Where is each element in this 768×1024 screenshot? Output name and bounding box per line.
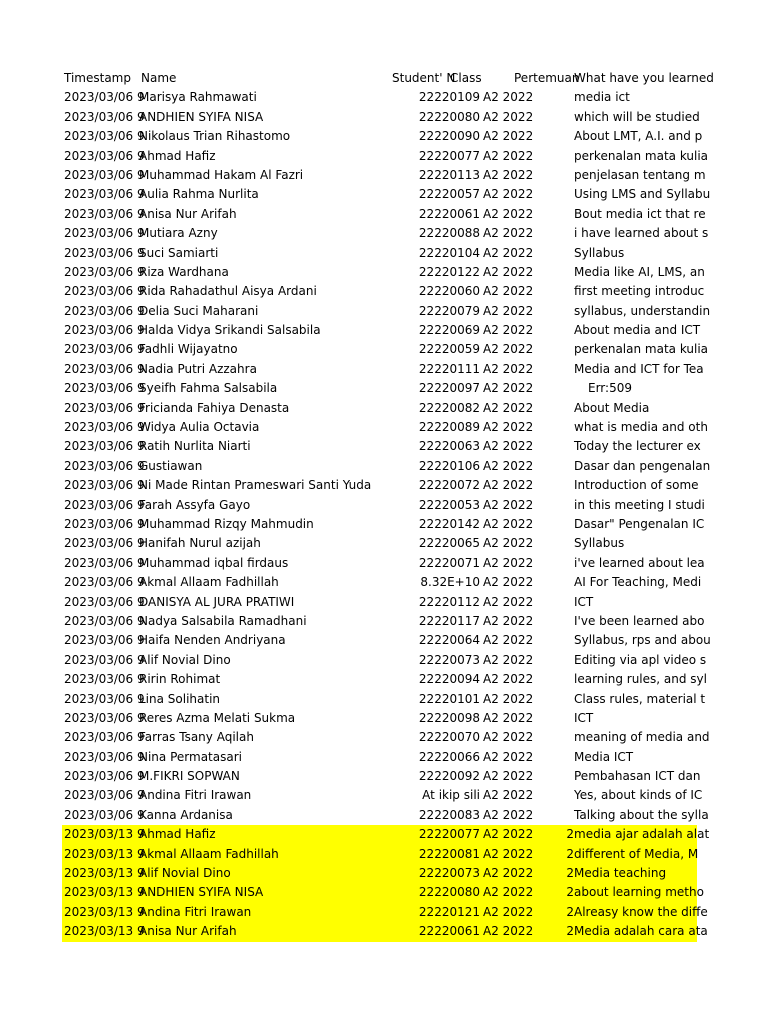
cell-learned[interactable]: Pembahasan ICT dan: [574, 769, 701, 784]
cell-class[interactable]: A2 2022: [483, 245, 534, 260]
cell-timestamp[interactable]: 2023/03/13 9: [64, 866, 145, 881]
cell-learned[interactable]: Alreasy know the diffe: [574, 904, 708, 919]
cell-timestamp[interactable]: 2023/03/06 9: [64, 807, 145, 822]
header-class[interactable]: Class: [450, 71, 482, 85]
cell-timestamp[interactable]: 2023/03/06 9: [64, 284, 145, 299]
cell-name[interactable]: Syeifh Fahma Salsabila: [139, 381, 278, 396]
cell-student-number[interactable]: 22220088: [418, 226, 480, 241]
cell-class[interactable]: A2 2022: [483, 827, 534, 842]
cell-name[interactable]: Anisa Nur Arifah: [139, 924, 237, 939]
cell-learned[interactable]: Talking about the sylla: [574, 807, 709, 822]
cell-name[interactable]: Riza Wardhana: [139, 264, 229, 279]
header-row: [62, 69, 714, 88]
cell-name[interactable]: Nikolaus Trian Rihastomo: [139, 129, 291, 144]
cell-student-number[interactable]: 22220053: [418, 497, 480, 512]
cell-class[interactable]: A2 2022: [483, 284, 534, 299]
cell-student-number[interactable]: 22220142: [418, 516, 480, 531]
cell-timestamp[interactable]: 2023/03/06 9: [64, 458, 145, 473]
cell-timestamp[interactable]: 2023/03/13 9: [64, 846, 145, 861]
cell-timestamp[interactable]: 2023/03/06 9: [64, 420, 145, 435]
cell-name[interactable]: Suci Samiarti: [139, 245, 219, 260]
cell-timestamp[interactable]: 2023/03/06 9: [64, 478, 145, 493]
cell-class[interactable]: A2 2022: [483, 497, 534, 512]
header-timestamp[interactable]: Timestamp: [64, 71, 131, 85]
cell-learned[interactable]: Media like AI, LMS, an: [574, 264, 705, 279]
cell-pertemuan[interactable]: 2: [566, 846, 574, 861]
table-row[interactable]: [62, 302, 711, 321]
cell-class[interactable]: A2 2022: [483, 323, 534, 338]
cell-timestamp[interactable]: 2023/03/06 9: [64, 129, 145, 144]
table-row[interactable]: [62, 321, 701, 340]
cell-name[interactable]: Andina Fitri Irawan: [139, 904, 252, 919]
cell-learned[interactable]: in this meeting I studi: [574, 497, 705, 512]
table-row[interactable]: [62, 224, 709, 243]
cell-learned[interactable]: about learning metho: [574, 885, 704, 900]
cell-learned[interactable]: media ict: [574, 90, 630, 105]
cell-learned[interactable]: Bout media ict that re: [574, 206, 706, 221]
cell-learned[interactable]: Media adalah cara ata: [574, 924, 708, 939]
cell-name[interactable]: Muhammad Rizqy Mahmudin: [139, 516, 314, 531]
cell-learned[interactable]: AI For Teaching, Medi: [574, 575, 702, 590]
cell-class[interactable]: A2 2022: [483, 342, 534, 357]
cell-class[interactable]: A2 2022: [483, 652, 534, 667]
cell-timestamp[interactable]: 2023/03/06 9: [64, 206, 145, 221]
cell-pertemuan[interactable]: 2: [566, 866, 574, 881]
cell-learned[interactable]: Media and ICT for Tea: [574, 361, 704, 376]
cell-class[interactable]: A2 2022: [483, 749, 534, 764]
cell-timestamp[interactable]: 2023/03/06 9: [64, 691, 145, 706]
cell-class[interactable]: A2 2022: [483, 904, 534, 919]
table-row[interactable]: [62, 379, 697, 398]
cell-name[interactable]: Hanifah Nurul azijah: [139, 536, 261, 551]
cell-name[interactable]: Akmal Allaam Fadhillah: [139, 575, 279, 590]
cell-student-number[interactable]: 8.32E+10: [420, 575, 480, 590]
cell-student-number[interactable]: 22220077: [418, 148, 480, 163]
cell-pertemuan[interactable]: 2: [566, 924, 574, 939]
cell-student-number[interactable]: 22220064: [418, 633, 480, 648]
cell-class[interactable]: A2 2022: [483, 478, 534, 493]
cell-name[interactable]: Ahmad Hafiz: [139, 148, 216, 163]
cell-timestamp[interactable]: 2023/03/06 9: [64, 575, 145, 590]
cell-student-number[interactable]: 22220089: [418, 420, 480, 435]
cell-timestamp[interactable]: 2023/03/13 9: [64, 827, 145, 842]
cell-learned[interactable]: Class rules, material t: [574, 691, 706, 706]
table-row[interactable]: [62, 612, 705, 631]
cell-name[interactable]: DANISYA AL JURA PRATIWI: [139, 594, 295, 609]
cell-learned[interactable]: learning rules, and syl: [574, 672, 707, 687]
cell-name[interactable]: Lina Solihatin: [139, 691, 221, 706]
cell-name[interactable]: M.FIKRI SOPWAN: [139, 769, 240, 784]
table-row[interactable]: [62, 108, 700, 127]
cell-class[interactable]: A2 2022: [483, 109, 534, 124]
cell-name[interactable]: Reres Azma Melati Sukma: [139, 710, 296, 725]
cell-timestamp[interactable]: 2023/03/06 9: [64, 672, 145, 687]
table-row[interactable]: [62, 670, 707, 689]
cell-student-number[interactable]: 22220121: [418, 904, 480, 919]
cell-timestamp[interactable]: 2023/03/06 9: [64, 536, 145, 551]
cell-name[interactable]: Farah Assyfa Gayo: [139, 497, 251, 512]
cell-class[interactable]: A2 2022: [483, 924, 534, 939]
cell-student-number[interactable]: 22220117: [418, 613, 480, 628]
cell-learned[interactable]: i've learned about lea: [574, 555, 705, 570]
cell-class[interactable]: A2 2022: [483, 458, 534, 473]
cell-student-number[interactable]: 22220066: [418, 749, 480, 764]
cell-learned[interactable]: Today the lecturer ex: [574, 439, 701, 454]
table-row[interactable]: [62, 399, 697, 418]
cell-timestamp[interactable]: 2023/03/06 9: [64, 788, 145, 803]
table-row[interactable]: [62, 263, 705, 282]
cell-name[interactable]: Kanna Ardanisa: [139, 807, 233, 822]
cell-timestamp[interactable]: 2023/03/06 9: [64, 594, 145, 609]
cell-student-number[interactable]: 22220111: [418, 361, 480, 376]
cell-student-number[interactable]: 22220080: [418, 885, 480, 900]
cell-name[interactable]: Farras Tsany Aqilah: [139, 730, 254, 745]
cell-name[interactable]: Anisa Nur Arifah: [139, 206, 237, 221]
cell-learned[interactable]: media ajar adalah alat: [574, 827, 710, 842]
cell-student-number[interactable]: 22220113: [418, 167, 480, 182]
cell-learned[interactable]: i have learned about s: [574, 226, 709, 241]
table-row[interactable]: [62, 166, 706, 185]
cell-class[interactable]: A2 2022: [483, 613, 534, 628]
cell-timestamp[interactable]: 2023/03/06 9: [64, 613, 145, 628]
cell-student-number[interactable]: 22220070: [418, 730, 480, 745]
table-row[interactable]: [62, 457, 711, 476]
cell-name[interactable]: Ririn Rohimat: [139, 672, 221, 687]
cell-learned[interactable]: penjelasan tentang m: [574, 167, 706, 182]
cell-class[interactable]: A2 2022: [483, 672, 534, 687]
cell-class[interactable]: A2 2022: [483, 555, 534, 570]
cell-class[interactable]: A2 2022: [483, 264, 534, 279]
cell-learned[interactable]: what is media and oth: [574, 420, 708, 435]
cell-learned[interactable]: Introduction of some: [574, 478, 699, 493]
cell-student-number[interactable]: 22220061: [418, 924, 480, 939]
table-row[interactable]: [62, 631, 711, 650]
cell-name[interactable]: Fricianda Fahiya Denasta: [139, 400, 290, 415]
cell-name[interactable]: Muhammad iqbal firdaus: [139, 555, 289, 570]
cell-student-number[interactable]: 22220083: [418, 807, 480, 822]
cell-learned[interactable]: Err:509: [588, 381, 632, 396]
cell-learned[interactable]: Media teaching: [574, 866, 667, 881]
header-pertemuan[interactable]: Pertemuan: [514, 71, 580, 85]
table-row[interactable]: [62, 825, 710, 844]
cell-name[interactable]: Nadia Putri Azzahra: [139, 361, 257, 376]
cell-timestamp[interactable]: 2023/03/06 9: [64, 187, 145, 202]
table-row[interactable]: [62, 651, 707, 670]
cell-class[interactable]: A2 2022: [483, 575, 534, 590]
table-row[interactable]: [62, 690, 706, 709]
cell-student-number[interactable]: 22220059: [418, 342, 480, 357]
cell-class[interactable]: A2 2022: [483, 516, 534, 531]
header-learned[interactable]: What have you learned: [574, 71, 714, 85]
cell-learned[interactable]: which will be studied: [574, 109, 700, 124]
cell-name[interactable]: Ni Made Rintan Prameswari Santi Yuda: [139, 478, 372, 493]
cell-name[interactable]: Nadya Salsabila Ramadhani: [139, 613, 307, 628]
cell-learned[interactable]: Yes, about kinds of IC: [574, 788, 703, 803]
cell-timestamp[interactable]: 2023/03/06 9: [64, 633, 145, 648]
cell-name[interactable]: Ratih Nurlita Niarti: [139, 439, 251, 454]
cell-student-number[interactable]: 22220104: [418, 245, 480, 260]
cell-student-number[interactable]: 22220073: [418, 866, 480, 881]
cell-student-number[interactable]: 22220077: [418, 827, 480, 842]
cell-student-number[interactable]: 22220081: [418, 846, 480, 861]
table-row[interactable]: [62, 767, 701, 786]
table-row[interactable]: [62, 496, 705, 515]
cell-student-number[interactable]: 22220063: [418, 439, 480, 454]
cell-learned[interactable]: Using LMS and Syllabu: [574, 187, 711, 202]
cell-class[interactable]: A2 2022: [483, 381, 534, 396]
table-row[interactable]: [62, 593, 697, 612]
header-student-number[interactable]: Student' N: [392, 71, 456, 85]
cell-pertemuan[interactable]: 2: [566, 885, 574, 900]
cell-class[interactable]: A2 2022: [483, 691, 534, 706]
cell-name[interactable]: ANDHIEN SYIFA NISA: [139, 885, 264, 900]
cell-name[interactable]: Akmal Allaam Fadhillah: [139, 846, 279, 861]
cell-timestamp[interactable]: 2023/03/13 9: [64, 904, 145, 919]
cell-name[interactable]: Haifa Nenden Andriyana: [139, 633, 286, 648]
cell-class[interactable]: A2 2022: [483, 361, 534, 376]
cell-name[interactable]: Ahmad Hafiz: [139, 827, 216, 842]
table-row[interactable]: [62, 728, 710, 747]
cell-class[interactable]: A2 2022: [483, 187, 534, 202]
table-row[interactable]: [62, 282, 705, 301]
table-row[interactable]: [62, 88, 697, 107]
table-row[interactable]: [62, 127, 703, 146]
cell-student-number[interactable]: 22220057: [418, 187, 480, 202]
cell-class[interactable]: A2 2022: [483, 536, 534, 551]
cell-name[interactable]: Muhammad Hakam Al Fazri: [139, 167, 304, 182]
cell-pertemuan[interactable]: 2: [566, 827, 574, 842]
cell-learned[interactable]: Syllabus: [574, 536, 625, 551]
cell-learned[interactable]: About LMT, A.I. and p: [574, 129, 703, 144]
cell-student-number[interactable]: 22220069: [418, 323, 480, 338]
cell-timestamp[interactable]: 2023/03/06 9: [64, 497, 145, 512]
cell-learned[interactable]: Dasar dan pengenalan: [574, 458, 711, 473]
table-row[interactable]: [62, 205, 706, 224]
cell-student-number[interactable]: 22220073: [418, 652, 480, 667]
cell-timestamp[interactable]: 2023/03/06 9: [64, 730, 145, 745]
cell-timestamp[interactable]: 2023/03/06 9: [64, 303, 145, 318]
cell-name[interactable]: Marisya Rahmawati: [139, 90, 257, 105]
cell-class[interactable]: A2 2022: [483, 226, 534, 241]
cell-name[interactable]: Widya Aulia Octavia: [139, 420, 260, 435]
cell-student-number[interactable]: 22220097: [418, 381, 480, 396]
table-row[interactable]: [62, 786, 703, 805]
table-row[interactable]: [62, 340, 709, 359]
cell-timestamp[interactable]: 2023/03/06 9: [64, 400, 145, 415]
cell-timestamp[interactable]: 2023/03/06 9: [64, 516, 145, 531]
cell-name[interactable]: Delia Suci Maharani: [139, 303, 259, 318]
cell-name[interactable]: Mutiara Azny: [139, 226, 218, 241]
table-row[interactable]: [62, 806, 709, 825]
cell-timestamp[interactable]: 2023/03/06 9: [64, 652, 145, 667]
cell-learned[interactable]: About media and ICT: [574, 323, 701, 338]
cell-learned[interactable]: About Media: [574, 400, 650, 415]
cell-timestamp[interactable]: 2023/03/06 9: [64, 167, 145, 182]
cell-name[interactable]: Fadhli Wijayatno: [139, 342, 238, 357]
cell-class[interactable]: A2 2022: [483, 633, 534, 648]
cell-name[interactable]: Halda Vidya Srikandi Salsabila: [139, 323, 321, 338]
cell-class[interactable]: A2 2022: [483, 769, 534, 784]
cell-timestamp[interactable]: 2023/03/06 9: [64, 109, 145, 124]
table-row[interactable]: [62, 244, 697, 263]
cell-class[interactable]: A2 2022: [483, 148, 534, 163]
cell-class[interactable]: A2 2022: [483, 400, 534, 415]
cell-name[interactable]: Andina Fitri Irawan: [139, 788, 252, 803]
cell-student-number[interactable]: 22220098: [418, 710, 480, 725]
cell-name[interactable]: Alif Novial Dino: [139, 866, 231, 881]
response-sheet: [62, 69, 714, 942]
table-row[interactable]: [62, 883, 704, 902]
table-row[interactable]: [62, 147, 709, 166]
cell-learned[interactable]: I've been learned abo: [574, 613, 705, 628]
cell-student-number[interactable]: 22220072: [418, 478, 480, 493]
cell-class[interactable]: A2 2022: [483, 439, 534, 454]
cell-timestamp[interactable]: 2023/03/06 9: [64, 148, 145, 163]
cell-name[interactable]: ANDHIEN SYIFA NISA: [139, 109, 264, 124]
table-row[interactable]: [62, 360, 704, 379]
cell-learned[interactable]: Syllabus, rps and abou: [574, 633, 711, 648]
cell-name[interactable]: Aulia Rahma Nurlita: [139, 187, 259, 202]
cell-learned[interactable]: Dasar" Pengenalan IC: [574, 516, 705, 531]
cell-learned[interactable]: syllabus, understandin: [574, 303, 711, 318]
cell-student-number[interactable]: 22220079: [418, 303, 480, 318]
cell-pertemuan[interactable]: 2: [566, 904, 574, 919]
cell-learned[interactable]: Editing via apl video s: [574, 652, 707, 667]
cell-timestamp[interactable]: 2023/03/06 9: [64, 342, 145, 357]
cell-student-number[interactable]: 22220060: [418, 284, 480, 299]
cell-class[interactable]: A2 2022: [483, 420, 534, 435]
cell-student-number[interactable]: 22220112: [418, 594, 480, 609]
header-name[interactable]: Name: [141, 71, 177, 85]
table-row[interactable]: [62, 922, 708, 941]
table-row[interactable]: [62, 437, 701, 456]
cell-student-number[interactable]: 22220065: [418, 536, 480, 551]
table-row[interactable]: [62, 534, 697, 553]
table-row[interactable]: [62, 845, 697, 864]
cell-class[interactable]: A2 2022: [483, 206, 534, 221]
cell-timestamp[interactable]: 2023/03/13 9: [64, 885, 145, 900]
cell-class[interactable]: A2 2022: [483, 129, 534, 144]
cell-timestamp[interactable]: 2023/03/06 9: [64, 749, 145, 764]
cell-student-number[interactable]: 22220094: [418, 672, 480, 687]
cell-timestamp[interactable]: 2023/03/06 9: [64, 439, 145, 454]
cell-timestamp[interactable]: 2023/03/06 9: [64, 264, 145, 279]
cell-student-number[interactable]: At ikip sili: [422, 788, 480, 803]
cell-learned[interactable]: perkenalan mata kulia: [574, 148, 709, 163]
cell-class[interactable]: A2 2022: [483, 788, 534, 803]
cell-student-number[interactable]: 22220090: [418, 129, 480, 144]
cell-learned[interactable]: Media ICT: [574, 749, 634, 764]
table-row[interactable]: [62, 554, 705, 573]
cell-class[interactable]: A2 2022: [483, 866, 534, 881]
table-row[interactable]: [62, 185, 711, 204]
cell-class[interactable]: A2 2022: [483, 846, 534, 861]
cell-student-number[interactable]: 22220122: [418, 264, 480, 279]
cell-learned[interactable]: meaning of media and: [574, 730, 710, 745]
cell-student-number[interactable]: 22220080: [418, 109, 480, 124]
table-row[interactable]: [62, 418, 708, 437]
cell-timestamp[interactable]: 2023/03/13 9: [64, 924, 145, 939]
cell-class[interactable]: A2 2022: [483, 594, 534, 609]
cell-name[interactable]: Alif Novial Dino: [139, 652, 231, 667]
cell-learned[interactable]: Syllabus: [574, 245, 625, 260]
cell-student-number[interactable]: 22220109: [418, 90, 480, 105]
cell-timestamp[interactable]: 2023/03/06 9: [64, 381, 145, 396]
cell-class[interactable]: A2 2022: [483, 730, 534, 745]
table-row[interactable]: [62, 903, 708, 922]
cell-learned[interactable]: perkenalan mata kulia: [574, 342, 709, 357]
cell-timestamp[interactable]: 2023/03/06 9: [64, 90, 145, 105]
cell-student-number[interactable]: 22220082: [418, 400, 480, 415]
cell-student-number[interactable]: 22220106: [418, 458, 480, 473]
table-row[interactable]: [62, 748, 697, 767]
cell-learned[interactable]: different of Media, M: [574, 846, 699, 861]
cell-name[interactable]: Gustiawan: [139, 458, 203, 473]
table-row[interactable]: [62, 864, 697, 883]
table-row[interactable]: [62, 476, 697, 495]
cell-timestamp[interactable]: 2023/03/06 9: [64, 710, 145, 725]
cell-class[interactable]: A2 2022: [483, 710, 534, 725]
cell-timestamp[interactable]: 2023/03/06 9: [64, 361, 145, 376]
cell-student-number[interactable]: 22220101: [418, 691, 480, 706]
cell-student-number[interactable]: 22220092: [418, 769, 480, 784]
cell-timestamp[interactable]: 2023/03/06 9: [64, 555, 145, 570]
cell-learned[interactable]: first meeting introduc: [574, 284, 705, 299]
table-row[interactable]: [62, 515, 705, 534]
data-rows: [62, 88, 711, 941]
cell-class[interactable]: A2 2022: [483, 885, 534, 900]
cell-name[interactable]: Rida Rahadathul Aisya Ardani: [139, 284, 317, 299]
table-row[interactable]: [62, 709, 697, 728]
cell-timestamp[interactable]: 2023/03/06 9: [64, 245, 145, 260]
cell-timestamp[interactable]: 2023/03/06 9: [64, 769, 145, 784]
cell-class[interactable]: A2 2022: [483, 167, 534, 182]
cell-name[interactable]: Nina Permatasari: [139, 749, 242, 764]
cell-timestamp[interactable]: 2023/03/06 9: [64, 226, 145, 241]
cell-learned[interactable]: ICT: [574, 594, 594, 609]
cell-learned[interactable]: ICT: [574, 710, 594, 725]
cell-class[interactable]: A2 2022: [483, 90, 534, 105]
cell-student-number[interactable]: 22220061: [418, 206, 480, 221]
cell-class[interactable]: A2 2022: [483, 303, 534, 318]
cell-student-number[interactable]: 22220071: [418, 555, 480, 570]
table-row[interactable]: [62, 573, 702, 592]
cell-timestamp[interactable]: 2023/03/06 9: [64, 323, 145, 338]
cell-class[interactable]: A2 2022: [483, 807, 534, 822]
